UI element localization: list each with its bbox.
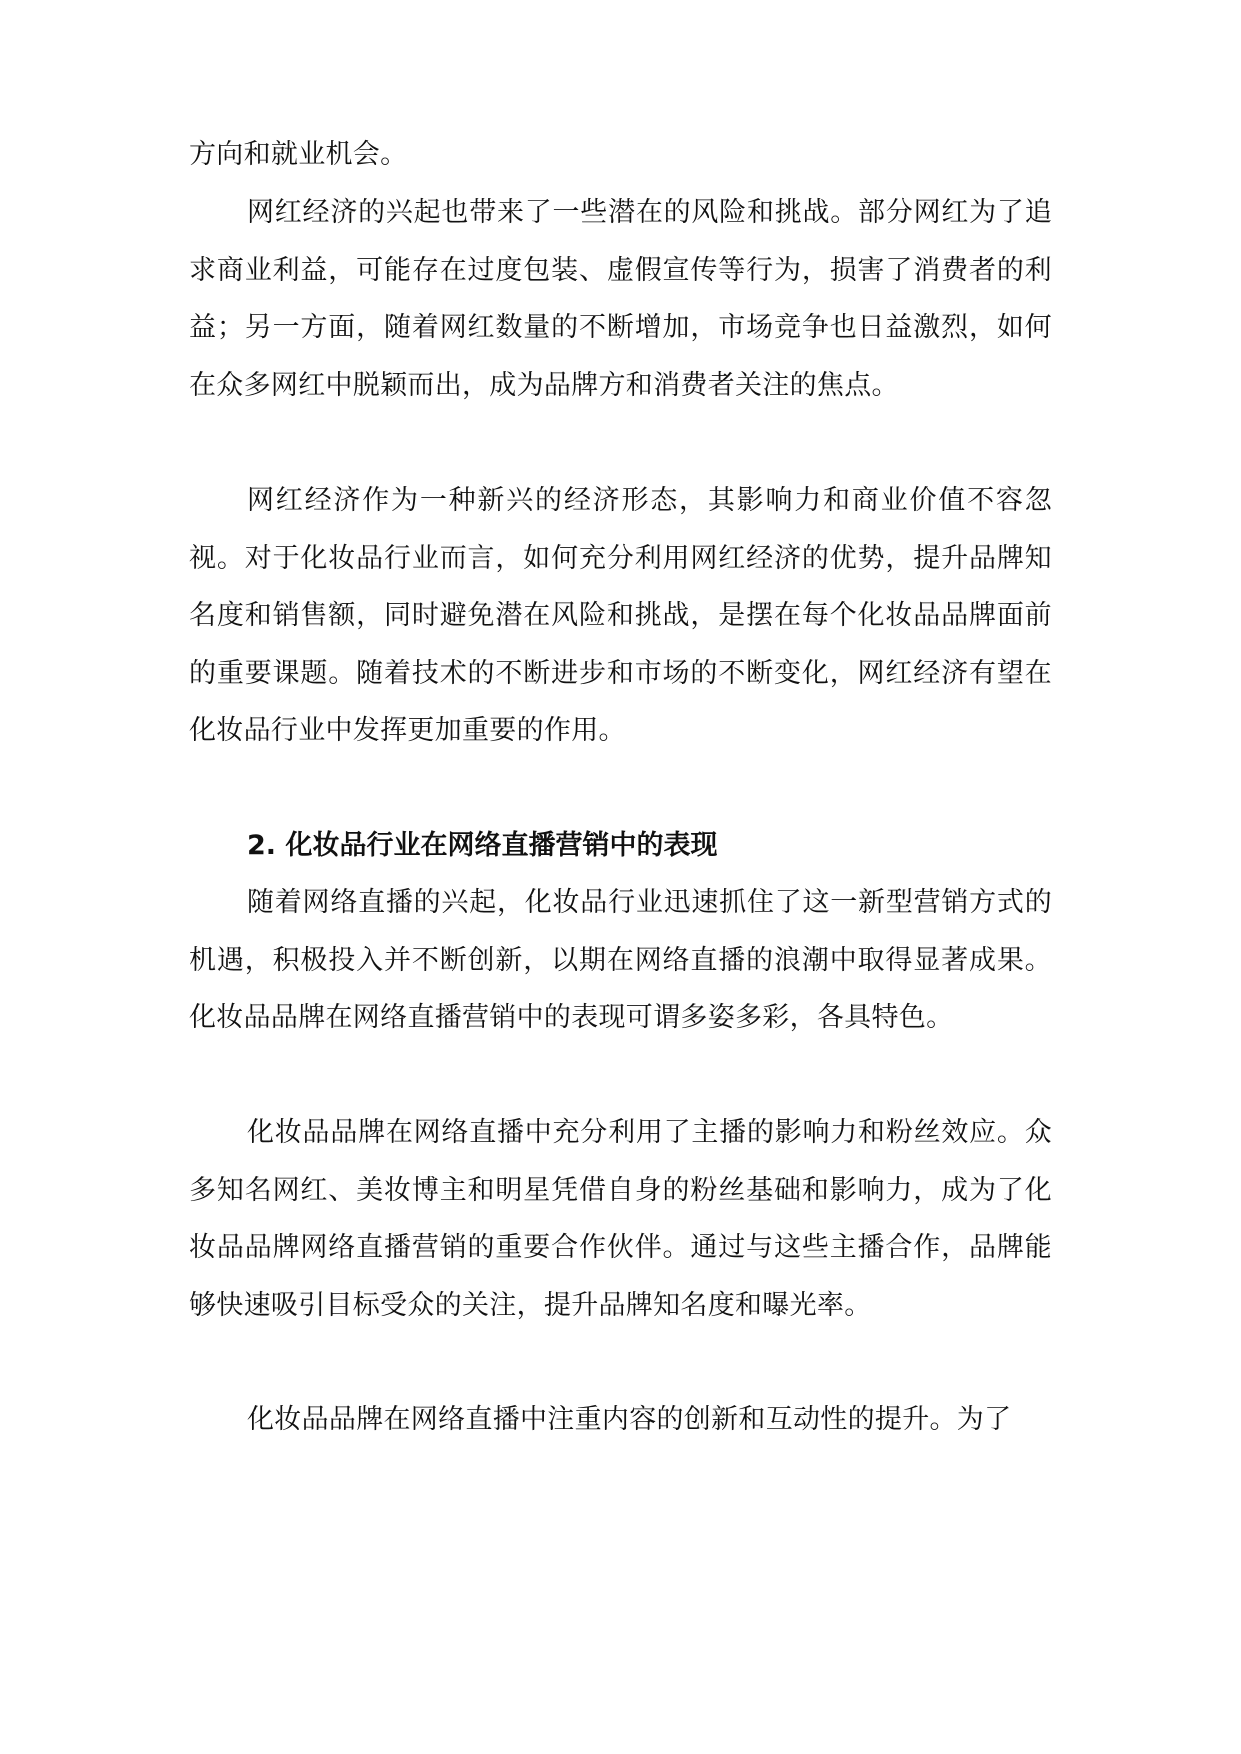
paragraph-live-streaming: 随着网络直播的兴起，化妆品行业迅速抓住了这一新型营销方式的机遇，积极投入并不断创新，以期在网络直播的浪潮中取得显著成果。化妆品品牌在网络直播营销中的表现可谓多姿多彩，各具特色。 <box>189 887 1052 1033</box>
section-heading: 2. 化妆品行业在网络直播营销中的表现 <box>247 830 718 861</box>
paragraph-content-innovation: 化妆品品牌在网络直播中注重内容的创新和互动性的提升。为了 <box>247 1404 1012 1435</box>
paragraph-continuation: 方向和就业机会。 <box>189 139 408 170</box>
paragraph-anchors: 化妆品品牌在网络直播中充分利用了主播的影响力和粉丝效应。众多知名网红、美妆博主和明星凭借自身的粉丝基础和影响力，成为了化妆品品牌网络直播营销的重要合作伙伴。通过与这些主播合作，品牌能够快速吸引目标受众的关注，提升品牌知名度和曝光率。 <box>189 1117 1052 1321</box>
paragraph-risks: 网红经济的兴起也带来了一些潜在的风险和挑战。部分网红为了追求商业利益，可能存在过度包装、虚假宣传等行为，损害了消费者的利益；另一方面，随着网红数量的不断增加，市场竞争也日益激烈，如何在众多网红中脱颖而出，成为品牌方和消费者关注的焦点。 <box>189 197 1052 401</box>
paragraph-influence: 网红经济作为一种新兴的经济形态，其影响力和商业价值不容忽视。对于化妆品行业而言，如何充分利用网红经济的优势，提升品牌知名度和销售额，同时避免潜在风险和挑战，是摆在每个化妆品品牌面前的重要课题。随着技术的不断进步和市场的不断变化，网红经济有望在化妆品行业中发挥更加重要的作用。 <box>189 485 1052 746</box>
